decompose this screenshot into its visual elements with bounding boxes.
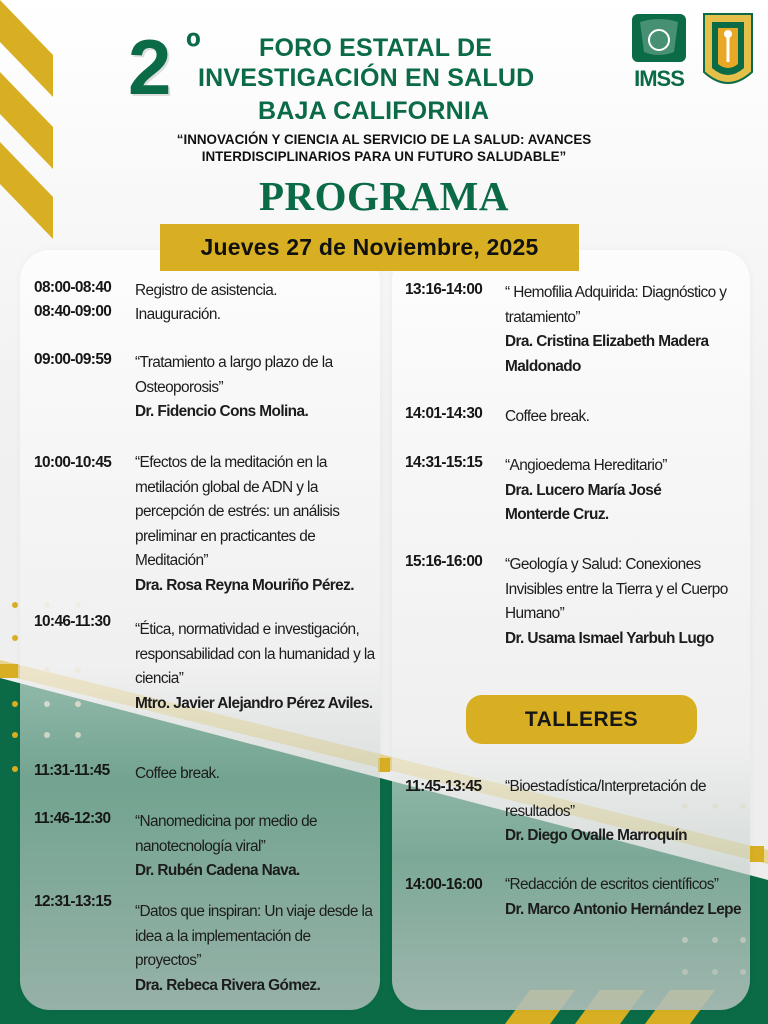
- schedule-item: [34, 303, 375, 328]
- programa-heading: PROGRAMA: [259, 173, 509, 219]
- talk-title: Coffee break.: [505, 408, 590, 425]
- speaker-name: Dra. Lucero María José Monterde Cruz.: [505, 481, 662, 524]
- schedule-item: [34, 893, 379, 998]
- schedule-item: [34, 613, 379, 716]
- title-line-1: FORO ESTATAL DE: [259, 34, 493, 62]
- time-slot: 10:00-10:45: [34, 454, 112, 471]
- imss-text: IMSS: [634, 66, 684, 90]
- workshop-item: [405, 873, 747, 922]
- talk-title: “Datos que inspiran: Un viaje desde la idea a la implementación de proyectos”: [135, 903, 373, 970]
- schedule-item: [34, 279, 375, 304]
- talk-title: Inauguración.: [135, 306, 221, 323]
- talk-title: “Geología y Salud: Conexiones Invisibles entre la Tierra y el Cuerpo Humano”: [505, 556, 728, 623]
- edition-ordinal: º: [186, 26, 201, 70]
- speaker-name: Dr. Rubén Cadena Nava.: [135, 862, 300, 880]
- logos: [630, 12, 756, 90]
- time-slot: 08:40-09:00: [34, 303, 112, 320]
- time-slot: 14:00-16:00: [405, 876, 483, 893]
- schedule-item: [405, 281, 743, 379]
- speaker-name: Dr. Usama Ismael Yarbuh Lugo: [505, 629, 714, 647]
- talk-title: Registro de asistencia.: [135, 282, 277, 299]
- speaker-name: Dr. Marco Antonio Hernández Lepe: [505, 900, 741, 918]
- time-slot: 11:31-11:45: [34, 762, 110, 779]
- schedule-item: [34, 810, 345, 884]
- schedule-item: [405, 553, 745, 651]
- talk-title: “Efectos de la meditación en la metilación global de ADN y la percepción de estrés: un análisis preliminar en practicantes de Meditación”: [135, 454, 340, 570]
- time-slot: 14:31-15:15: [405, 454, 483, 471]
- speaker-name: Mtro. Javier Alejandro Pérez Aviles.: [135, 694, 373, 712]
- university-seal-icon: [704, 14, 752, 83]
- time-slot: 09:00-09:59: [34, 351, 112, 368]
- schedule-item: [405, 405, 743, 430]
- talk-title: “Nanomedicina por medio de nanotecnología viral”: [135, 813, 318, 855]
- time-slot: 10:46-11:30: [34, 613, 111, 630]
- schedule-item: [34, 451, 377, 599]
- imss-logo: [632, 14, 686, 90]
- time-slot: 08:00-08:40: [34, 279, 112, 296]
- speaker-name: Dra. Cristina Elizabeth Madera Maldonado: [505, 333, 709, 375]
- workshop-item: [405, 775, 745, 849]
- time-slot: 13:16-14:00: [405, 281, 483, 298]
- event-title: [128, 23, 598, 128]
- time-slot: 12:31-13:15: [34, 893, 112, 910]
- talk-title: “Tratamiento a largo plazo de la Osteoporosis”: [135, 354, 333, 396]
- talk-title: “ Hemofilia Adquirida: Diagnóstico y tratamiento”: [505, 284, 727, 326]
- time-slot: 15:16-16:00: [405, 553, 483, 570]
- schedule-item: [34, 762, 375, 787]
- talk-title: “Angioedema Hereditario”: [505, 457, 667, 474]
- event-subtitle: [100, 131, 668, 165]
- speaker-name: Dr. Diego Ovalle Marroquín: [505, 827, 687, 845]
- subtitle-line-1: “INNOVACIÓN Y CIENCIA AL SERVICIO DE LA SALUD: AVANCES: [176, 132, 592, 147]
- speaker-name: Dr. Fidencio Cons Molina.: [135, 403, 309, 421]
- workshop-title: “Bioestadística/Interpretación de resultados”: [505, 778, 706, 820]
- time-slot: 14:01-14:30: [405, 405, 483, 422]
- schedule-item: [405, 454, 705, 528]
- speaker-name: Dra. Rebeca Rivera Gómez.: [135, 976, 321, 994]
- subtitle-line-2: INTERDISCIPLINARIOS PARA UN FUTURO SALUDABLE”: [201, 149, 567, 164]
- time-slot: 11:45-13:45: [405, 778, 482, 795]
- workshop-title: “Redacción de escritos científicos”: [505, 876, 719, 893]
- speaker-name: Dra. Rosa Reyna Mouriño Pérez.: [135, 576, 354, 594]
- title-line-2: INVESTIGACIÓN EN SALUD: [198, 64, 535, 92]
- edition-number: 2: [128, 23, 169, 111]
- time-slot: 11:46-12:30: [34, 810, 111, 827]
- schedule-item: [34, 351, 365, 425]
- talleres-heading: TALLERES: [466, 695, 697, 744]
- title-line-3: BAJA CALIFORNIA: [258, 97, 490, 125]
- talk-title: Coffee break.: [135, 765, 220, 782]
- talk-title: “Ética, normatividad e investigación, responsabilidad con la humanidad y la ciencia”: [135, 621, 375, 688]
- date-banner: Jueves 27 de Noviembre, 2025: [160, 224, 579, 271]
